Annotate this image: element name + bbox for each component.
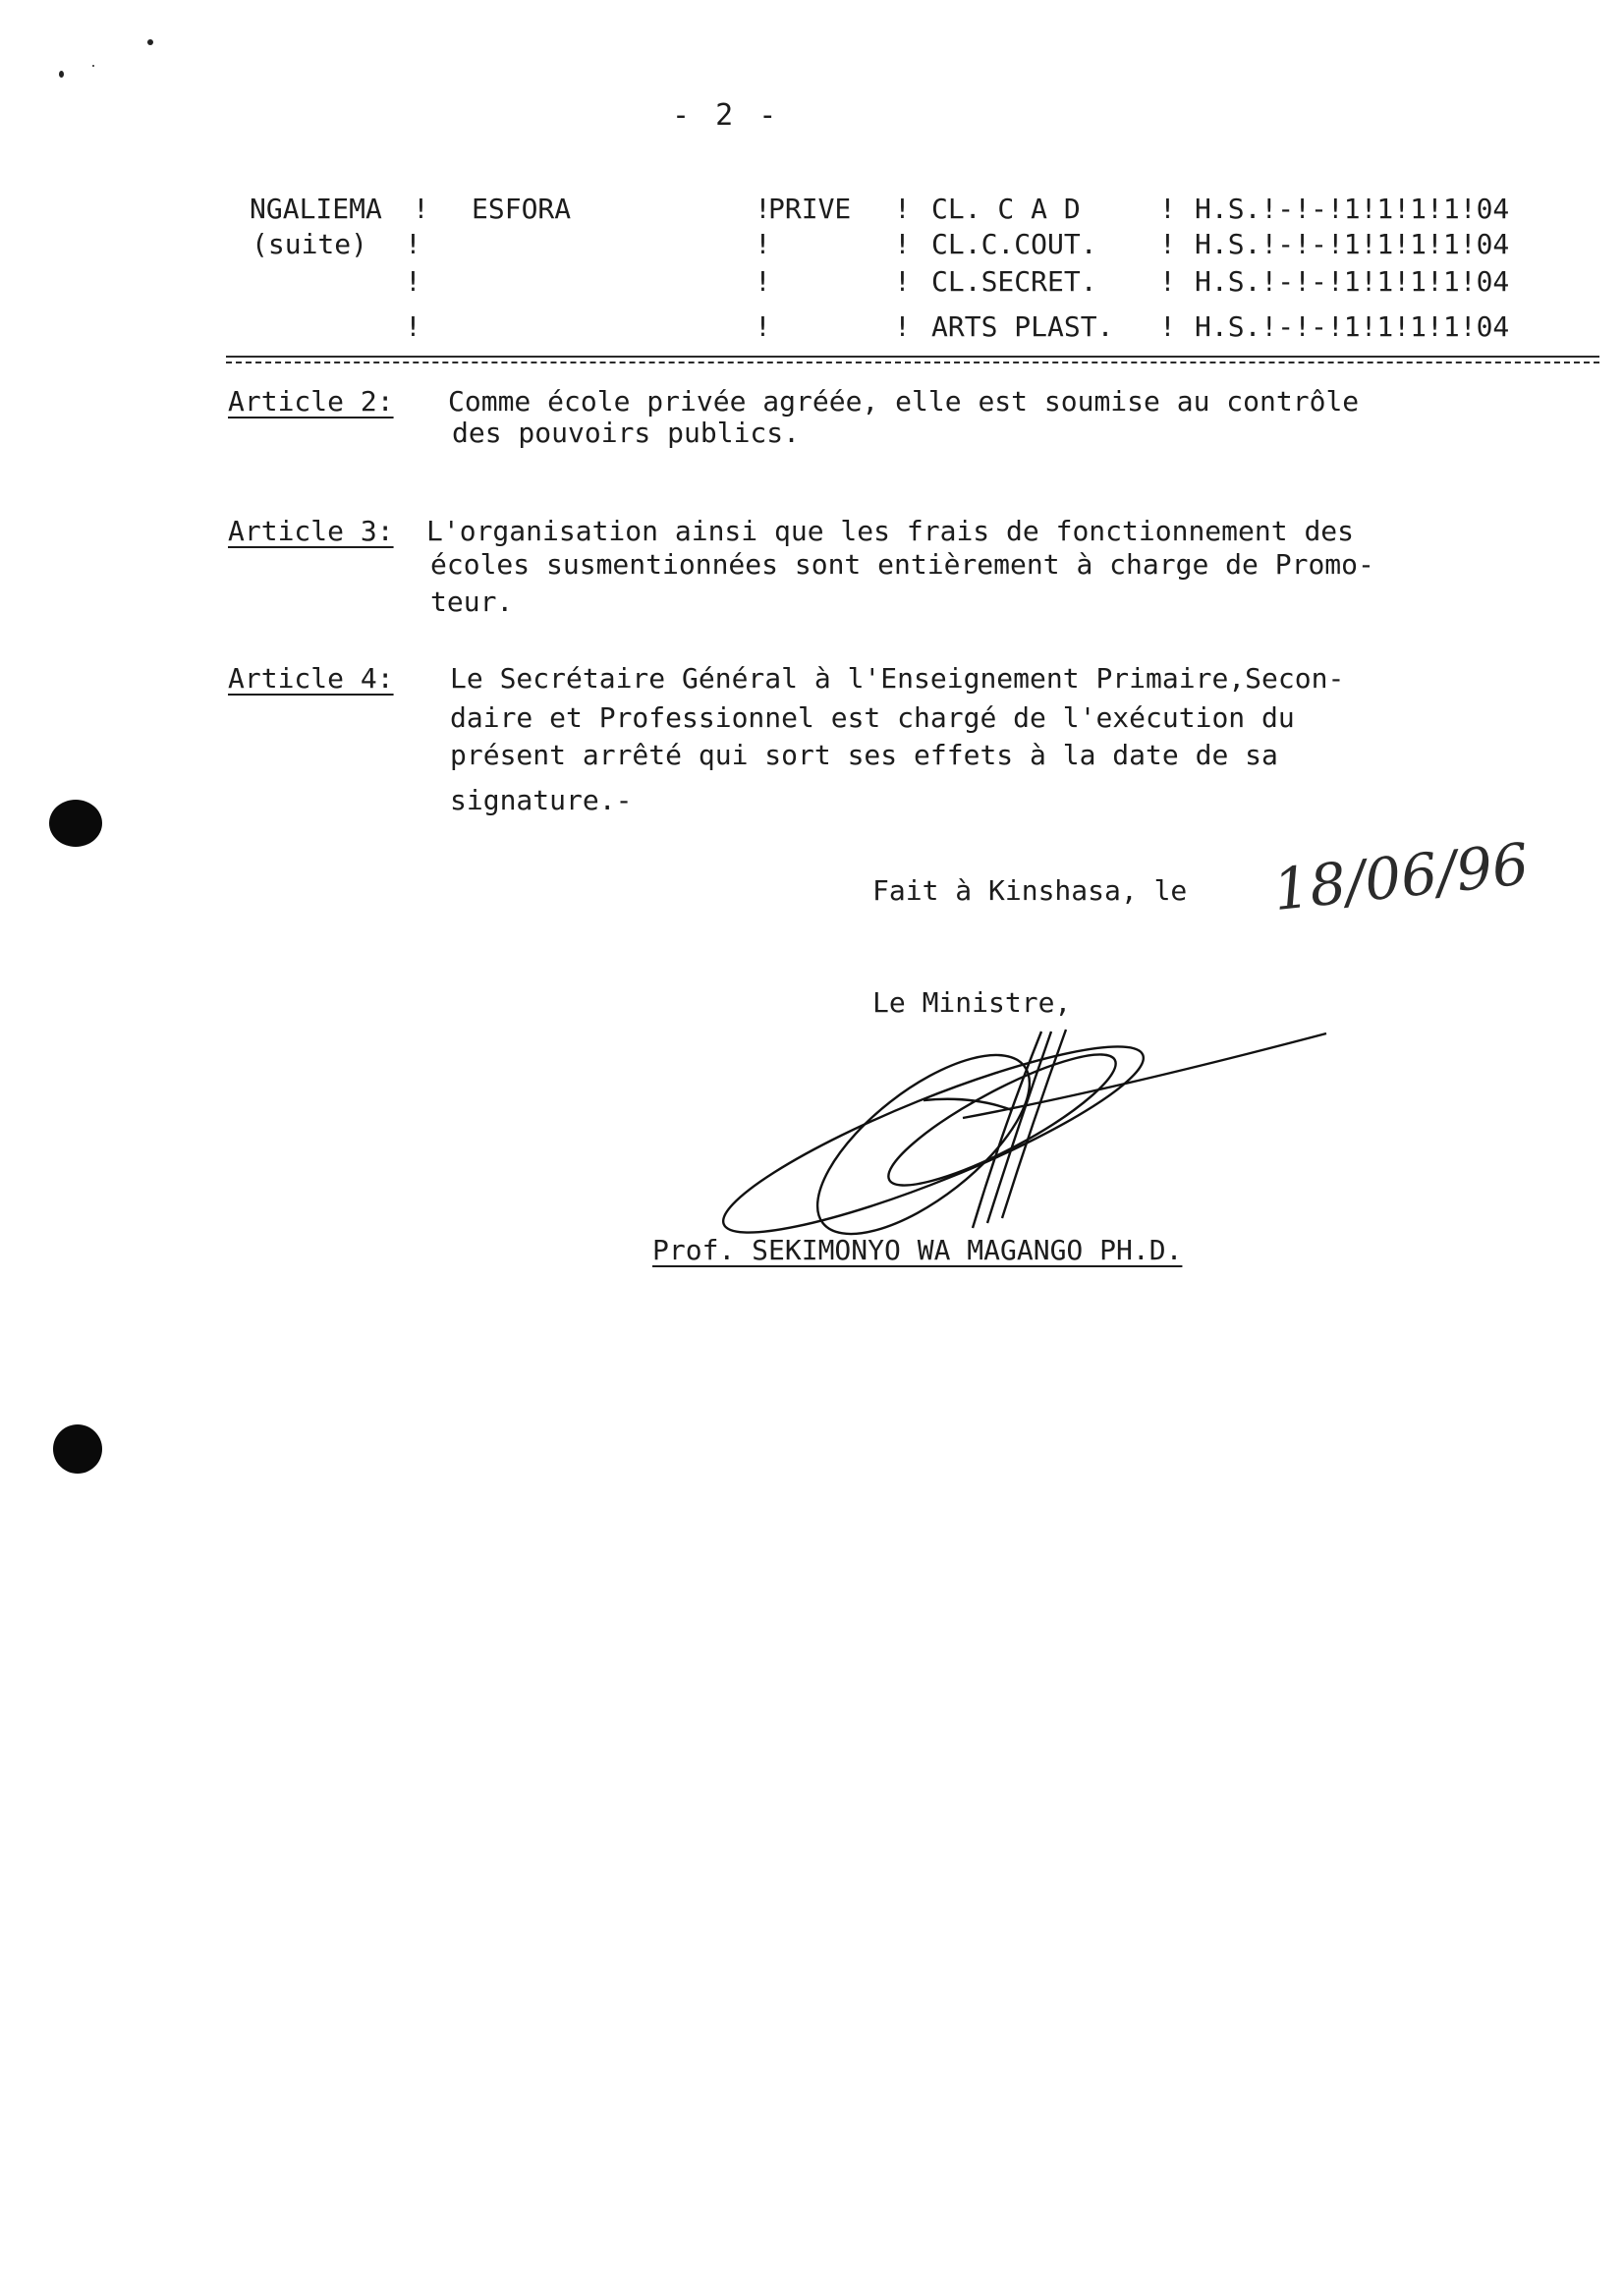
article-4-line: daire et Professionnel est chargé de l'exécution du (450, 701, 1295, 734)
option-cell: CL.C.COUT. (931, 228, 1097, 260)
table-row (0, 310, 1624, 346)
code-cell: H.S.!-!-!1!1!1!1!04 (1195, 265, 1510, 298)
article-4-line: signature.- (450, 784, 633, 816)
column-separator: ! (1159, 265, 1176, 298)
article-2-label: Article 2: (228, 385, 394, 418)
option-cell: CL.SECRET. (931, 265, 1097, 298)
place-and-date-prefix: Fait à Kinshasa, le (872, 874, 1188, 907)
column-separator: ! (405, 310, 421, 343)
article-4-line: Le Secrétaire Général à l'Enseignement Primaire,Secon- (450, 662, 1345, 695)
article-2-line: des pouvoirs publics. (452, 417, 801, 449)
article-3-line: écoles susmentionnées sont entièrement à charge de Promo- (430, 548, 1374, 581)
article-3-line: teur. (430, 586, 514, 618)
column-separator: ! (894, 228, 911, 260)
column-separator: ! (894, 310, 911, 343)
option-cell: ARTS PLAST. (931, 310, 1114, 343)
page-number: - 2 - (672, 98, 781, 133)
column-separator: ! (755, 265, 771, 298)
table-bottom-rule (226, 362, 1599, 363)
status-cell: PRIVE (768, 193, 852, 225)
ink-blot (53, 1424, 102, 1474)
column-separator: ! (1159, 193, 1176, 225)
ink-blot (49, 800, 102, 847)
column-separator: ! (405, 265, 421, 298)
signatory-title: Le Ministre, (872, 986, 1072, 1019)
signatory-name: Prof. SEKIMONYO WA MAGANGO PH.D. (652, 1234, 1183, 1266)
column-separator: ! (894, 193, 911, 225)
article-3-line: L'organisation ainsi que les frais de fonctionnement des (426, 515, 1355, 547)
column-separator: ! (755, 228, 771, 260)
column-separator: ! (755, 193, 771, 225)
commune-cell: NGALIEMA (250, 193, 382, 225)
table-row (0, 265, 1624, 301)
table-bottom-rule (226, 356, 1599, 358)
code-cell: H.S.!-!-!1!1!1!1!04 (1195, 228, 1510, 260)
scan-speck (59, 71, 64, 78)
column-separator: ! (894, 265, 911, 298)
article-3-label: Article 3: (228, 515, 394, 547)
signature-scribble (678, 1002, 1346, 1267)
code-cell: H.S.!-!-!1!1!1!1!04 (1195, 193, 1510, 225)
article-4-label: Article 4: (228, 662, 394, 695)
column-separator: ! (755, 310, 771, 343)
scan-speck (147, 39, 153, 45)
table-row (0, 228, 1624, 263)
column-separator: ! (1159, 228, 1176, 260)
table-row (0, 193, 1624, 228)
code-cell: H.S.!-!-!1!1!1!1!04 (1195, 310, 1510, 343)
column-separator: ! (413, 193, 429, 225)
option-cell: CL. C A D (931, 193, 1081, 225)
school-cell: ESFORA (472, 193, 572, 225)
scan-speck (92, 65, 94, 67)
column-separator: ! (1159, 310, 1176, 343)
column-separator: ! (405, 228, 421, 260)
article-4-line: présent arrêté qui sort ses effets à la date de sa (450, 739, 1278, 771)
handwritten-date: 18/06/96 (1269, 830, 1533, 923)
article-2-line: Comme école privée agréée, elle est soumise au contrôle (448, 385, 1360, 418)
commune-cell: (suite) (252, 228, 368, 260)
